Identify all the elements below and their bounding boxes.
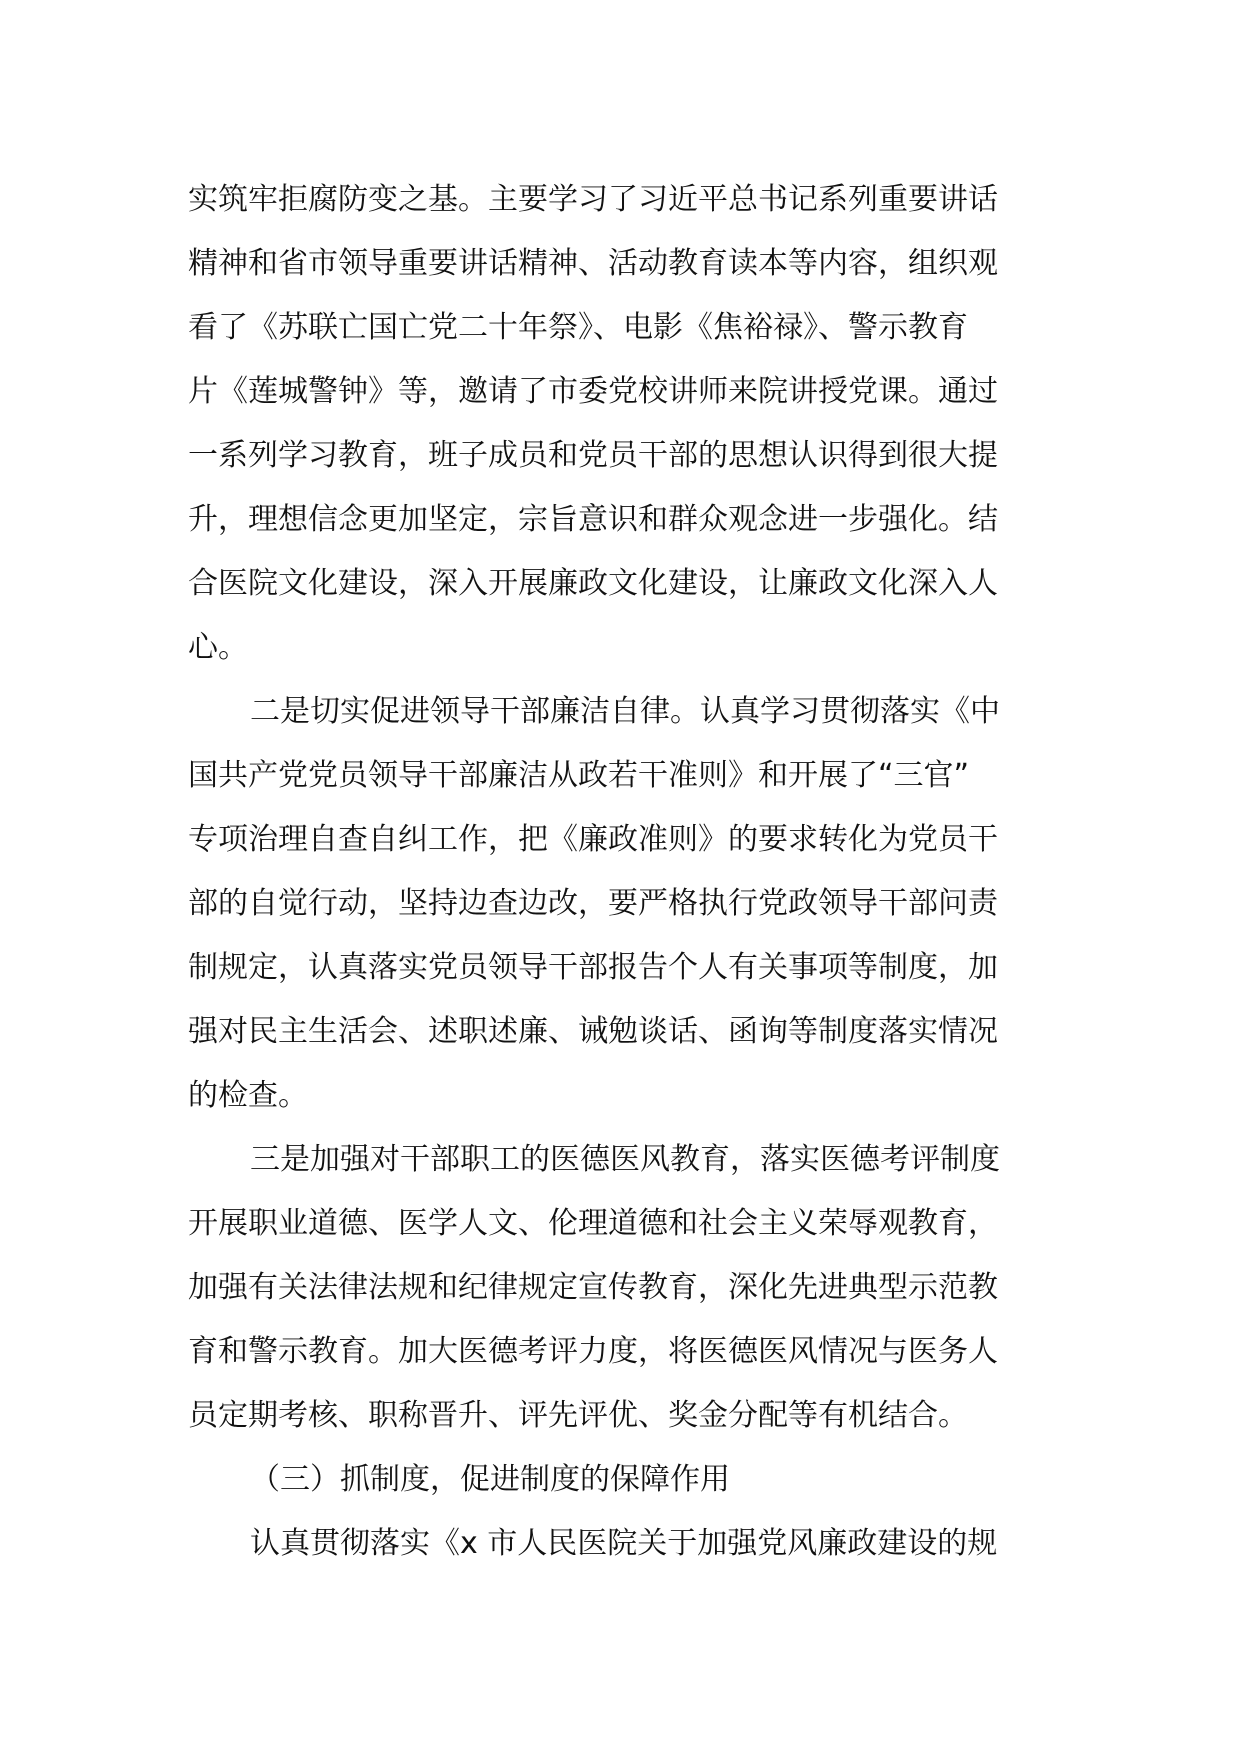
text-line: 国共产党党员领导干部廉洁从政若干准则》和开展了“三官” [188, 758, 970, 793]
section-heading: （三）抓制度，促进制度的保障作用 [250, 1462, 730, 1497]
text-line: 看了《苏联亡国亡党二十年祭》、电影《焦裕禄》、警示教育 [188, 310, 968, 345]
text-line: 的检查。 [188, 1078, 308, 1113]
paragraph-start-line: 二是切实促进领导干部廉洁自律。认真学习贯彻落实《中 [250, 694, 1000, 729]
text-line: 加强有关法律法规和纪律规定宣传教育，深化先进典型示范教 [188, 1270, 998, 1305]
text-line: 实筑牢拒腐防变之基。主要学习了习近平总书记系列重要讲话 [188, 182, 998, 217]
text-line: 开展职业道德、医学人文、伦理道德和社会主义荣辱观教育， [188, 1206, 998, 1241]
text-line: 育和警示教育。加大医德考评力度，将医德医风情况与医务人 [188, 1334, 998, 1369]
text-line: 片《莲城警钟》等，邀请了市委党校讲师来院讲授党课。通过 [188, 374, 998, 409]
paragraph-start-line: 认真贯彻落实《x 市人民医院关于加强党风廉政建设的规 [250, 1526, 998, 1561]
paragraph-start-line: 三是加强对干部职工的医德医风教育，落实医德考评制度 [250, 1142, 1000, 1177]
text-line: 一系列学习教育，班子成员和党员干部的思想认识得到很大提 [188, 438, 998, 473]
text-line: 制规定，认真落实党员领导干部报告个人有关事项等制度，加 [188, 950, 998, 985]
text-line: 员定期考核、职称晋升、评先评优、奖金分配等有机结合。 [188, 1398, 968, 1433]
text-line: 专项治理自查自纠工作，把《廉政准则》的要求转化为党员干 [188, 822, 998, 857]
text-line: 部的自觉行动，坚持边查边改，要严格执行党政领导干部问责 [188, 886, 998, 921]
text-line: 精神和省市领导重要讲话精神、活动教育读本等内容，组织观 [188, 246, 998, 281]
text-line: 升，理想信念更加坚定，宗旨意识和群众观念进一步强化。结 [188, 502, 998, 537]
text-line: 心。 [188, 630, 248, 665]
body-text [188, 168, 1058, 1576]
text-line: 合医院文化建设，深入开展廉政文化建设，让廉政文化深入人 [188, 566, 998, 601]
text-line: 强对民主生活会、述职述廉、诫勉谈话、函询等制度落实情况 [188, 1014, 998, 1049]
